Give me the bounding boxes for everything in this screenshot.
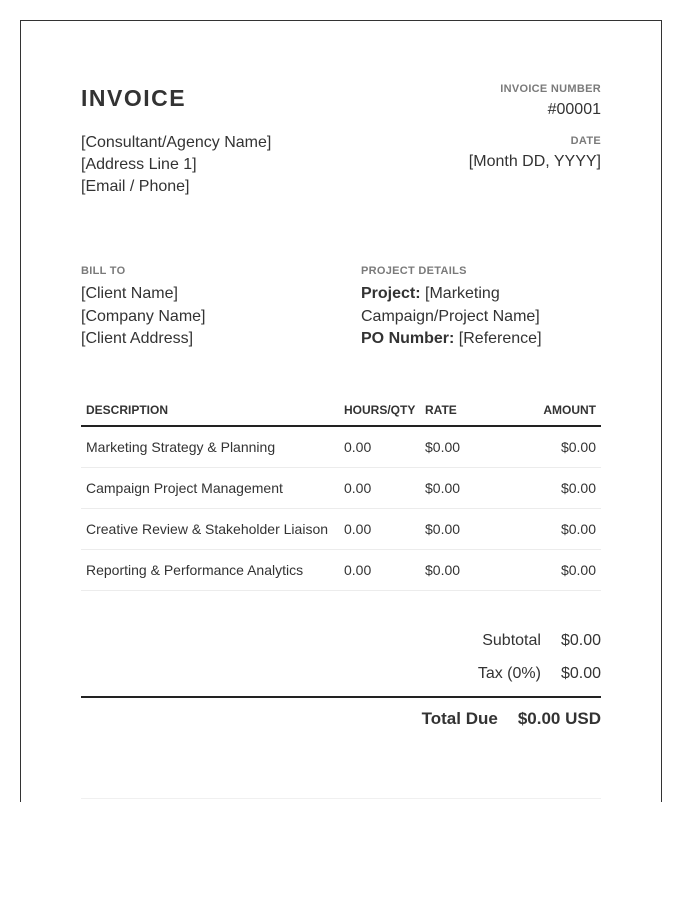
row-amount: $0.00 bbox=[560, 521, 596, 537]
row-description: Reporting & Performance Analytics bbox=[86, 562, 304, 578]
row-amount: $0.00 bbox=[560, 480, 596, 496]
total-due-label: Total Due bbox=[421, 709, 498, 728]
row-rate: $0.00 bbox=[425, 439, 461, 455]
client-address: [Client Address] bbox=[81, 330, 194, 347]
total-due-value: $0.00 USD bbox=[517, 709, 601, 728]
sender-block bbox=[81, 132, 271, 198]
sender-address: [Address Line 1] bbox=[81, 156, 197, 173]
row-qty: 0.00 bbox=[344, 562, 372, 578]
project-details-section bbox=[361, 265, 601, 351]
invoice-title: INVOICE bbox=[81, 85, 187, 111]
row-rate: $0.00 bbox=[425, 562, 461, 578]
invoice-page bbox=[20, 20, 662, 802]
company-name: [Company Name] bbox=[81, 307, 206, 325]
project-details-label: PROJECT DETAILS bbox=[361, 265, 467, 277]
subtotal-row bbox=[401, 624, 601, 657]
table-row bbox=[81, 550, 601, 591]
table-row bbox=[81, 468, 601, 509]
line-items-table bbox=[81, 395, 601, 591]
row-amount: $0.00 bbox=[560, 439, 596, 455]
po-number-label: PO Number: bbox=[361, 330, 455, 347]
invoice-number-label: INVOICE NUMBER bbox=[500, 83, 601, 95]
subtotal-value: $0.00 bbox=[560, 631, 601, 649]
tax-value: $0.00 bbox=[560, 664, 601, 682]
invoice-content bbox=[81, 21, 601, 802]
sender-contact: [Email / Phone] bbox=[81, 178, 190, 195]
table-header bbox=[81, 395, 601, 427]
header-hours-qty: HOURS/QTY bbox=[344, 403, 416, 417]
po-number-value: [Reference] bbox=[458, 330, 542, 347]
table-row bbox=[81, 509, 601, 550]
row-qty: 0.00 bbox=[344, 439, 372, 455]
invoice-meta bbox=[469, 83, 601, 171]
date-label: DATE bbox=[570, 135, 601, 147]
subtotal-label: Subtotal bbox=[482, 631, 541, 649]
tax-row bbox=[401, 657, 601, 690]
project-value-line2: Campaign/Project Name] bbox=[361, 307, 540, 325]
invoice-number: #00001 bbox=[547, 101, 601, 118]
row-qty: 0.00 bbox=[344, 521, 372, 537]
table-row bbox=[81, 427, 601, 468]
footer-divider bbox=[81, 798, 601, 799]
bill-to-section bbox=[81, 265, 206, 351]
row-description: Creative Review & Stakeholder Liaison bbox=[86, 521, 329, 537]
row-rate: $0.00 bbox=[425, 480, 461, 496]
row-amount: $0.00 bbox=[560, 562, 596, 578]
row-description: Marketing Strategy & Planning bbox=[86, 439, 276, 455]
invoice-date: [Month DD, YYYY] bbox=[468, 153, 601, 170]
header-rate: RATE bbox=[425, 403, 457, 417]
row-description: Campaign Project Management bbox=[86, 480, 283, 496]
project-value-line1: [Marketing bbox=[425, 285, 500, 302]
totals-block bbox=[401, 624, 601, 690]
sender-name: [Consultant/Agency Name] bbox=[81, 134, 272, 151]
client-name: [Client Name] bbox=[81, 285, 178, 302]
total-divider bbox=[81, 696, 601, 698]
bill-to-label: BILL TO bbox=[81, 265, 126, 277]
row-rate: $0.00 bbox=[425, 521, 461, 537]
row-qty: 0.00 bbox=[344, 480, 372, 496]
project-label: Project: bbox=[361, 285, 421, 302]
header-description: DESCRIPTION bbox=[86, 403, 169, 417]
total-due-row bbox=[422, 709, 601, 729]
tax-label: Tax (0%) bbox=[477, 664, 541, 682]
header-amount: AMOUNT bbox=[543, 403, 596, 417]
